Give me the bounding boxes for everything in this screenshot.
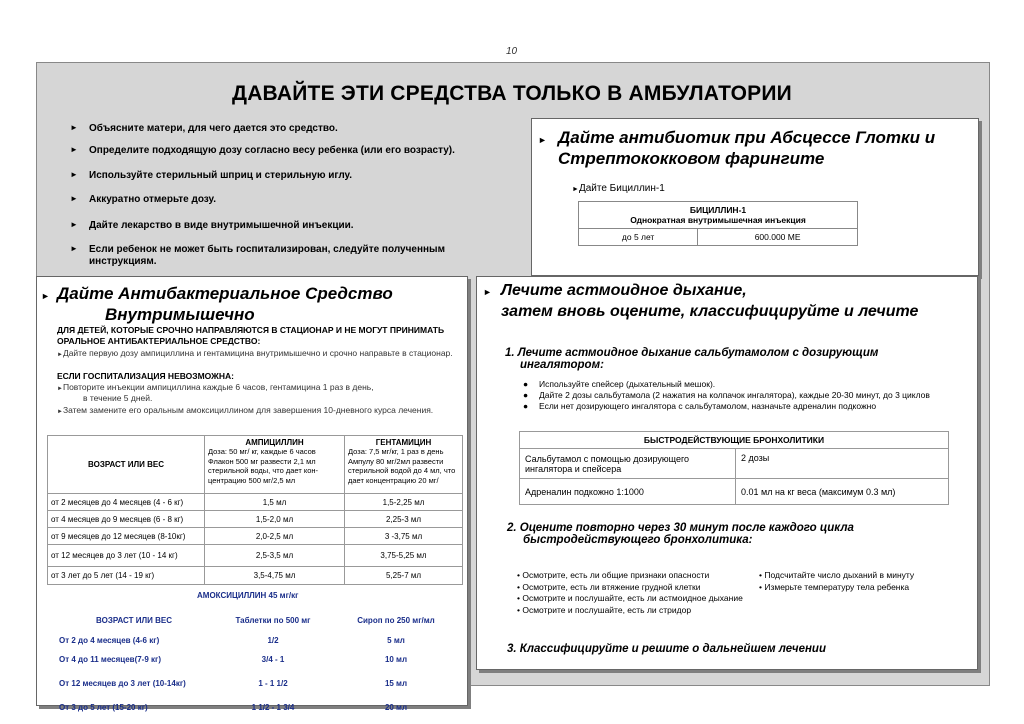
bullet-icon: ●: [523, 379, 529, 389]
list-item: ● Если нет дозирующего ингалятора с сальбутамолом, назначьте адреналин подкожно: [523, 401, 877, 411]
step-2-left-list: [517, 570, 767, 616]
amox-col-age: ВОЗРАСТ ИЛИ ВЕС: [96, 615, 172, 625]
amox-row-age: От 2 до 4 месяцев (4-6 кг): [59, 636, 160, 645]
gentamicin-desc: Доза: 7,5 мг/кг, 1 раз в день Ампулу 80 мг/2мл развести стерильной водой до 4 мл, что дает концентрацию 20 мг/: [348, 447, 456, 485]
amox-row-tab: 1 1/2 - 1 3/4: [251, 702, 295, 712]
amox-row-age: От 4 до 11 месяцев(7-9 кг): [59, 655, 162, 664]
col-gentamicin: [345, 436, 463, 494]
row-amp: 2,5-3,5 мл: [205, 545, 345, 567]
step-3-title: 3. Классифицируйте и решите о дальнейшем лечении: [507, 643, 826, 655]
list-item: • Осмотрите, есть ли общие признаки опасности: [517, 570, 710, 580]
row-amp: 1,5-2,0 мл: [205, 511, 345, 528]
arrow-icon: ►: [70, 123, 78, 132]
row-gent: 2,25-3 мл: [345, 511, 463, 528]
row-amp: 2,0-2,5 мл: [205, 528, 345, 545]
table-row: [48, 545, 463, 567]
step-2-title: 2. Оцените повторно через 30 минут после каждого цикла быстродействующего бронхолитика:: [507, 522, 854, 546]
arrow-icon: ►: [70, 194, 78, 203]
drug-dose: 0.01 мл на кг веса (максимум 0.3 мл): [736, 479, 949, 505]
arrow-icon: ►: [572, 186, 579, 193]
step-1-title: 1. Лечите астмоидное дыхание сальбутамолом с дозирующим ингалятором:: [505, 347, 879, 371]
antibiotic-box: [531, 118, 979, 276]
bullet-icon: ●: [523, 401, 529, 411]
list-item: • Осмотрите, есть ли втяжение грудной клетки: [517, 581, 701, 592]
wheeze-heading: ► Лечите астмоидное дыхание, затем вновь оцените, классифицируйте и лечите: [483, 282, 919, 320]
im-heading: ► Дайте Антибактериальное Средство Внутримышечно: [41, 284, 393, 324]
amox-row-syr: 20 мл: [384, 702, 408, 712]
arrow-icon: ►: [57, 409, 63, 415]
bicillin-dose: 600.000 МЕ: [698, 229, 858, 246]
bronchodilator-title: БЫСТРОДЕЙСТВУЮЩИЕ БРОНХОЛИТИКИ: [520, 432, 949, 449]
amox-row-tab: 1 - 1 1/2: [258, 678, 288, 688]
list-item: ● Используйте спейсер (дыхательный мешок).: [523, 379, 716, 389]
im-item-1: ►Дайте первую дозу ампициллина и гентамицина внутримышечно и срочно направьте в стационар.: [57, 348, 453, 358]
arrow-icon: ►: [70, 145, 78, 154]
drug-name: Сальбутамол с помощью дозирующего ингалятора и спейсера: [520, 449, 736, 479]
table-row: [48, 494, 463, 511]
arrow-icon: ►: [70, 170, 78, 179]
ampicillin-desc: Доза: 50 мг/ кг, каждые 6 часов Флакон 500 мг развести 2,1 мл стерильной воды, что дает кон-центрацию 500 мг/2,5 мл: [208, 447, 319, 485]
amox-col-tab: Таблетки по 500 мг: [235, 615, 311, 625]
step-2-right-list: [759, 570, 969, 593]
amp-gent-table: [47, 435, 463, 585]
arrow-icon: ►: [70, 220, 78, 229]
drug-name: Адреналин подкожно 1:1000: [520, 479, 736, 505]
amoxicillin-title: АМОКСИЦИЛЛИН 45 мг/кг: [197, 591, 299, 600]
page-number: 10: [506, 46, 518, 57]
row-gent: 3,75-5,25 мл: [345, 545, 463, 567]
table-row: [57, 650, 457, 669]
table-row: [520, 449, 949, 479]
col-ampicillin: [205, 436, 345, 494]
im-intro: ДЛЯ ДЕТЕЙ, КОТОРЫЕ СРОЧНО НАПРАВЛЯЮТСЯ В СТАЦИОНАР И НЕ МОГУТ ПРИНИМАТЬ ОРАЛЬНОЕ АНТИБАКТЕРИАЛЬНОЕ СРЕДСТВО:: [57, 325, 445, 346]
table-row: [48, 567, 463, 585]
list-item: • Измерьте температуру тела ребенка: [759, 581, 910, 592]
im-if-not: ЕСЛИ ГОСПИТАЛИЗАЦИЯ НЕВОЗМОЖНА:: [57, 371, 234, 381]
antibiotic-heading: ► Дайте антибиотик при Абсцессе Глотки и Стрептококковом фарингите: [538, 128, 936, 168]
row-gent: 5,25-7 мл: [345, 567, 463, 585]
im-item-3: ►Затем замените его оральным амоксициллином для завершения 10-дневного курса лечения.: [57, 405, 434, 415]
row-age: от 4 месяцев до 9 месяцев (6 - 8 кг): [48, 511, 205, 528]
row-age: от 3 лет до 5 лет (14 - 19 кг): [48, 567, 205, 585]
ampicillin-title: АМПИЦИЛЛИН: [245, 438, 304, 447]
table-row: [520, 479, 949, 505]
amox-row-syr: 5 мл: [387, 636, 405, 645]
gentamicin-title: ГЕНТАМИЦИН: [375, 438, 432, 447]
wheeze-box: [476, 276, 978, 670]
table-row: [57, 697, 457, 717]
arrow-icon: ►: [538, 135, 547, 145]
row-age: от 12 месяцев до 3 лет (10 - 14 кг): [48, 545, 205, 567]
table-row: [57, 669, 457, 697]
list-item: • Подсчитайте число дыханий в минуту: [759, 570, 915, 580]
arrow-icon: ►: [57, 352, 63, 358]
bullet-icon: ●: [523, 390, 529, 400]
table-row: [48, 528, 463, 545]
table-row: [57, 631, 457, 650]
bronchodilator-table: [519, 431, 949, 505]
row-amp: 3,5-4,75 мл: [205, 567, 345, 585]
step-1-list: [523, 379, 963, 412]
im-item-2: ►Повторите инъекции ампициллина каждые 6 часов, гентамицина 1 раз в день,: [57, 382, 374, 392]
table-row: [48, 511, 463, 528]
amox-row-syr: 10 мл: [384, 655, 408, 664]
drug-dose: 2 дозы: [736, 449, 949, 479]
arrow-icon: ►: [483, 287, 492, 297]
amox-row-tab: 3/4 - 1: [261, 655, 285, 664]
amox-row-age: От 12 месяцев до 3 лет (10-14кг): [59, 678, 186, 688]
im-item-2b: в течение 5 дней.: [83, 393, 153, 403]
amoxicillin-table: [57, 609, 457, 717]
row-age: от 9 месяцев до 12 месяцев (8-10кг): [48, 528, 205, 545]
arrow-icon: ►: [70, 244, 78, 253]
bicillin-title: БИЦИЛЛИН-1: [689, 205, 747, 215]
arrow-icon: ►: [57, 386, 63, 392]
amox-row-age: От 3 до 5 лет (15-20 кг): [59, 702, 148, 712]
arrow-icon: ►: [41, 291, 50, 301]
row-amp: 1,5 мл: [205, 494, 345, 511]
im-antibiotic-box: [36, 276, 468, 712]
row-gent: 3 -3,75 мл: [345, 528, 463, 545]
row-age: от 2 месяцев до 4 месяцев (4 - 6 кг): [48, 494, 205, 511]
row-gent: 1,5-2,25 мл: [345, 494, 463, 511]
amox-row-syr: 15 мл: [384, 678, 408, 688]
amox-row-tab: 1/2: [267, 636, 279, 645]
list-item: ● Дайте 2 дозы сальбутамола (2 нажатия на колпачок ингалятора), каждые 20-30 минут, до 3 циклов: [523, 390, 930, 400]
page-title: ДАВАЙТЕ ЭТИ СРЕДСТВА ТОЛЬКО В АМБУЛАТОРИИ: [232, 82, 792, 105]
col-age: ВОЗРАСТ ИЛИ ВЕС: [48, 436, 205, 494]
list-item: • Осмотрите и послушайте, есть ли стридор: [517, 604, 692, 615]
bicillin-subitem: ►Дайте Бициллин-1: [572, 183, 665, 194]
bicillin-age: до 5 лет: [579, 229, 698, 246]
bicillin-table: [578, 201, 858, 246]
bicillin-subtitle: Однократная внутримышечная инъекция: [630, 215, 806, 225]
list-item: • Осмотрите и послушайте, есть ли астмоидное дыхание: [517, 593, 743, 603]
amox-col-syr: Сироп по 250 мг/мл: [357, 615, 435, 625]
